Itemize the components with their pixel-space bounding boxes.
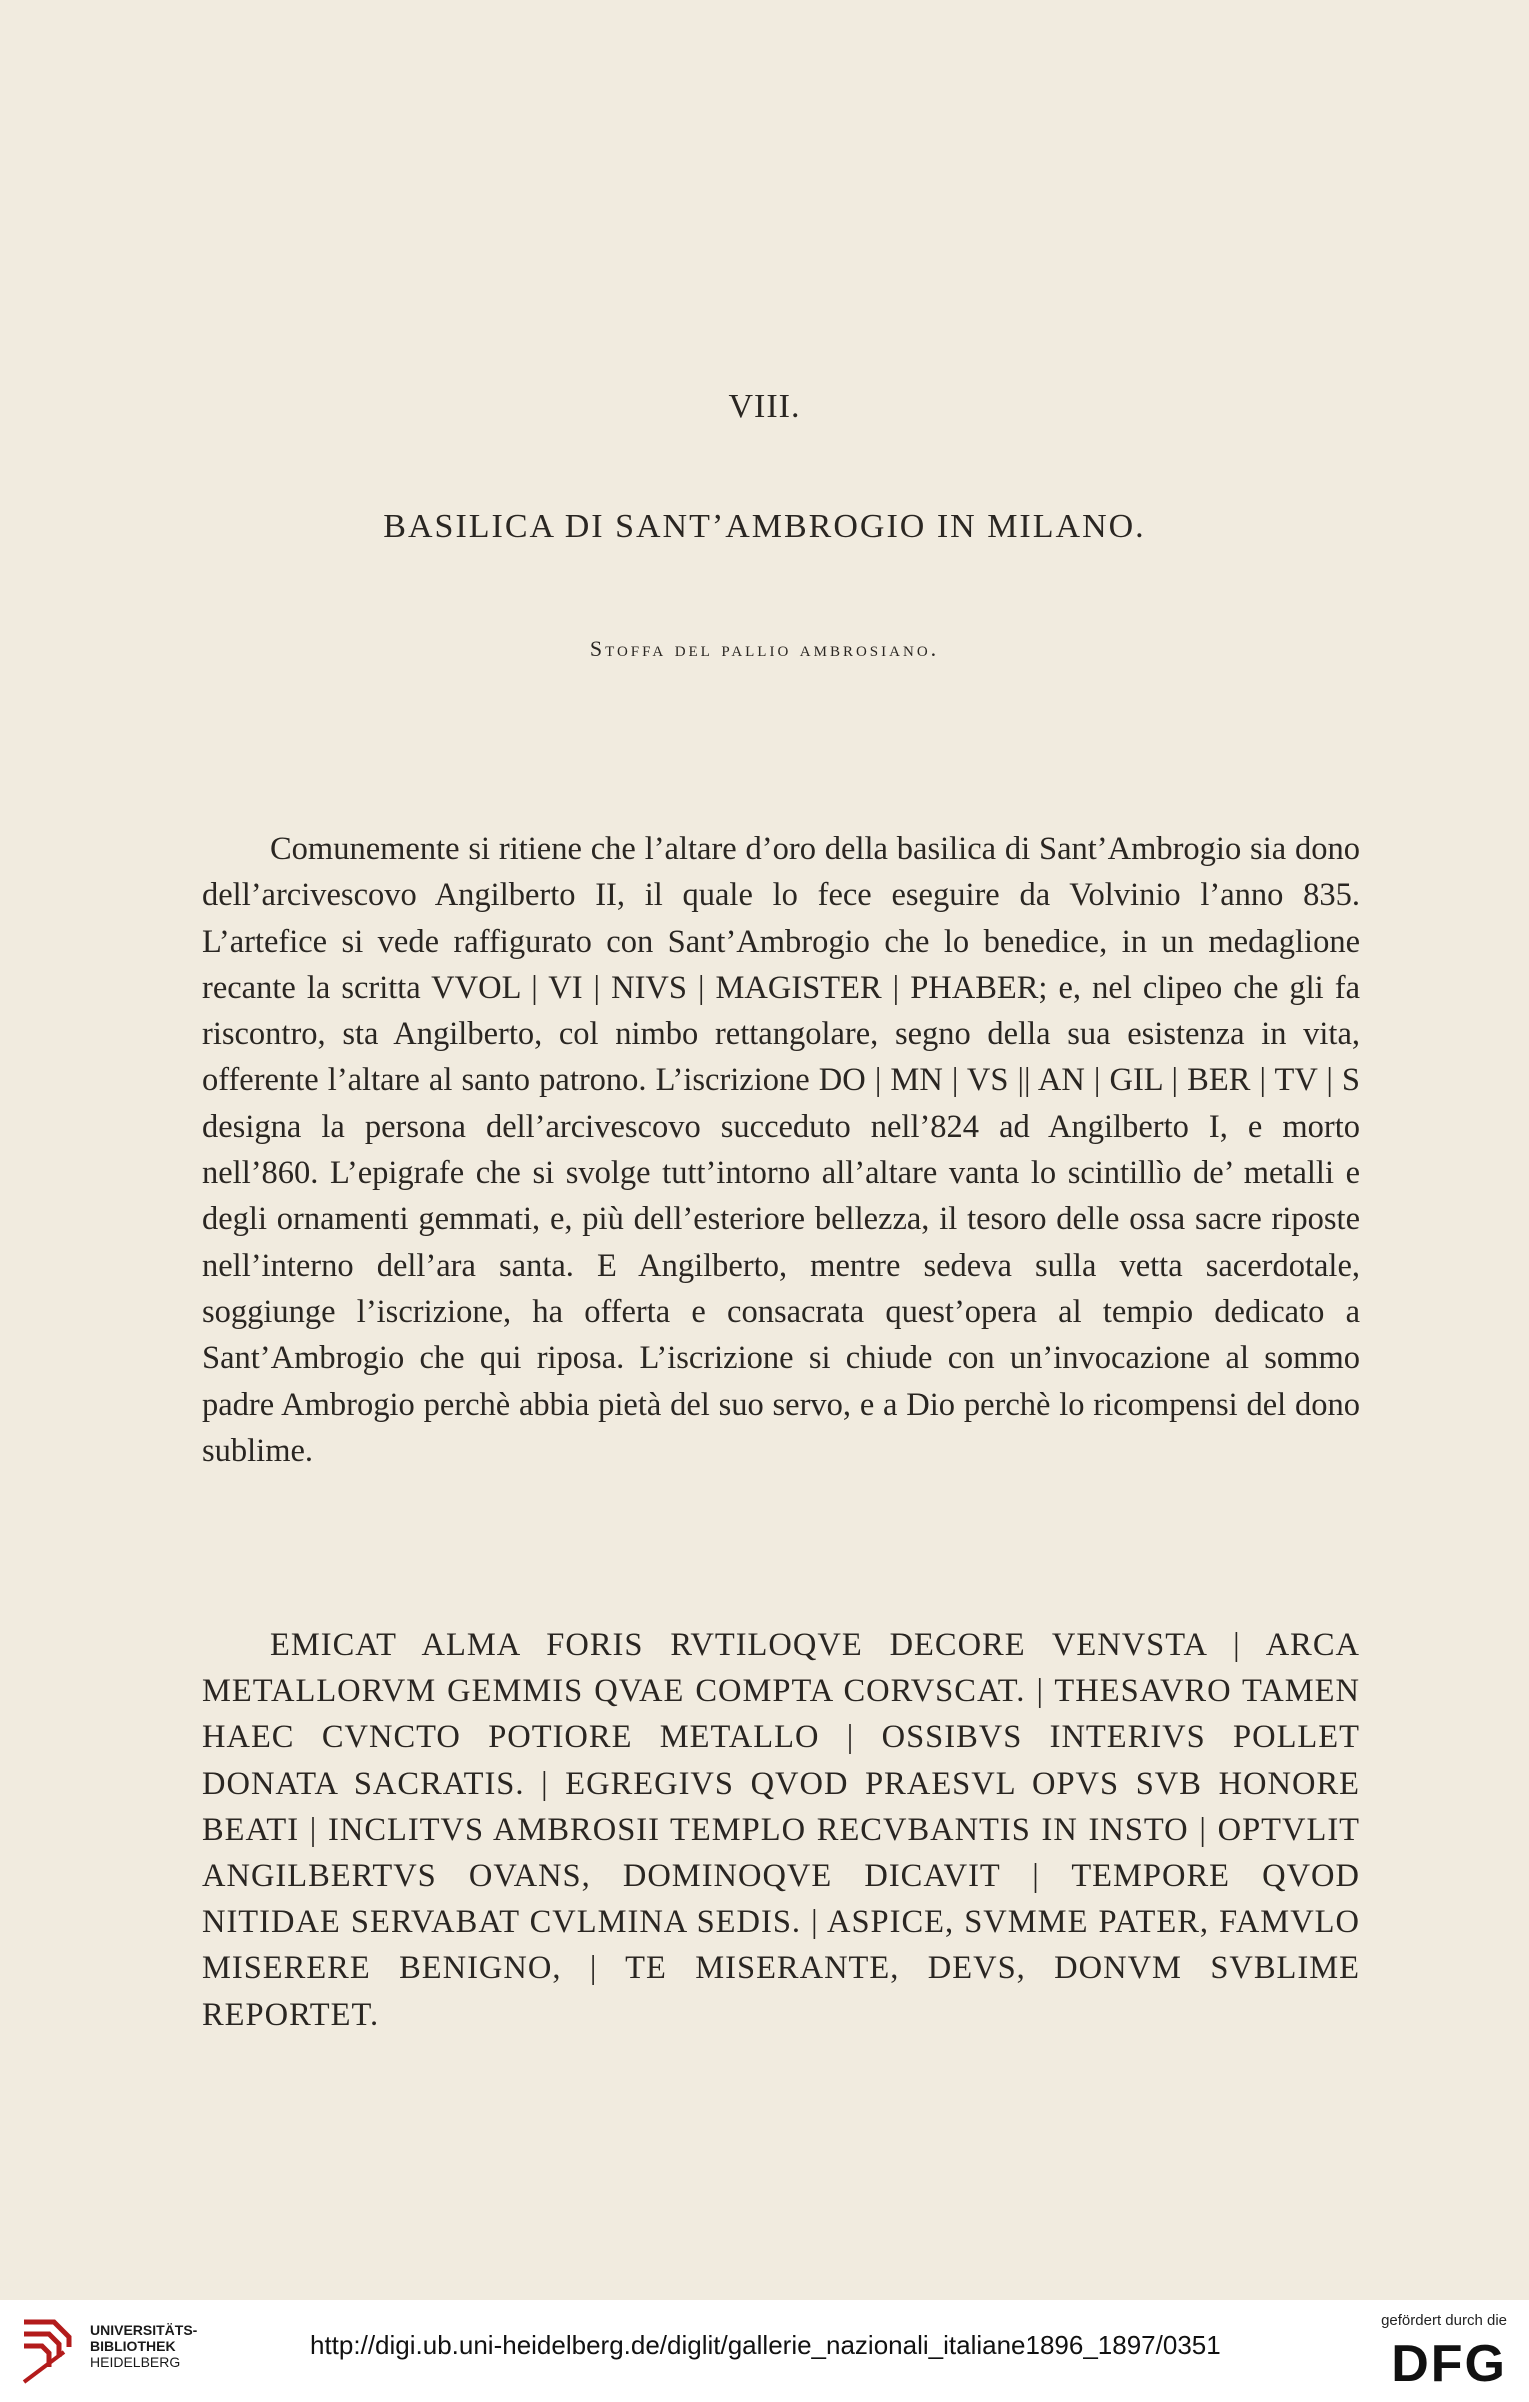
- library-logo-icon: [14, 2312, 84, 2392]
- library-name: [90, 2322, 197, 2370]
- source-url-link[interactable]: http://digi.ub.uni-heidelberg.de/diglit/gallerie_nazionali_italiane1896_1897/0351: [310, 2330, 1221, 2360]
- footer-bar: [0, 2300, 1529, 2402]
- body-paragraph: Comunemente si ritiene che l’altare d’oro della basilica di Sant’Ambrogio sia dono dell’arcivescovo Angilberto II, il quale lo fece eseguire da Volvinio l’anno 835. L’artefice si vede raffigurato con Sant’Ambrogio che lo benedice, in un medaglione recante la scritta VVOL | VI | NIVS | MAGISTER | PHABER; e, nel clipeo che gli fa riscontro, sta Angilberto, col nimbo rettangolare, segno della sua esistenza in vita, offerente l’altare al santo patrono. L’iscrizione DO | MN | VS || AN | GIL | BER | TV | S designa la persona dell’arcivescovo succeduto nell’824 ad Angilberto I, e morto nell’860. L’epigrafe che si svolge tutt’intorno all’altare vanta lo scintillìo de’ metalli e degli ornamenti gemmati, e, più dell’esteriore bellezza, il tesoro delle ossa sacre riposte nell’interno dell’ara santa. E Angilberto, mentre sedeva sulla vetta sacerdotale, soggiunge l’iscrizione, ha offerta e consacrata quest’opera al tempio dedicato a Sant’Ambrogio che qui riposa. L’iscrizione si chiude con un’invocazione al sommo padre Ambrogio perchè abbia pietà del suo servo, e a Dio perchè lo ricompensi del dono sublime.: [202, 831, 1360, 1469]
- inscription-paragraph: EMICAT ALMA FORIS RVTILOQVE DECORE VENVSTA | ARCA METALLORVM GEMMIS QVAE COMPTA CORVSCAT. | THESAVRO TAMEN HAEC CVNCTO POTIORE METALLO | OSSIBVS INTERIVS POLLET DONATA SACRATIS. | EGREGIVS QVOD PRAESVL OPVS SVB HONORE BEATI | INCLITVS AMBROSII TEMPLO RECVBANTIS IN INSTO | OPTVLIT ANGILBERTVS OVANS, DOMINOQVE DICAVIT | TEMPORE QVOD NITIDAE SERVABAT CVLMINA SEDIS. | ASPICE, SVMME PATER, FAMVLO MISERERE BENIGNO, | TE MISERANTE, DEVS, DONVM SVBLIME REPORTET.: [202, 1627, 1360, 2033]
- dfg-logo: DFG: [1391, 2335, 1507, 2393]
- library-name-line2: BIBLIOTHEK: [90, 2338, 176, 2354]
- library-name-line1: UNIVERSITÄTS-: [90, 2322, 198, 2338]
- chapter-number: VIII.: [728, 388, 801, 425]
- page-subtitle: Stoffa del pallio ambrosiano.: [589, 636, 940, 661]
- funding-note: gefördert durch die: [1381, 2312, 1507, 2329]
- page-title: BASILICA DI SANT’AMBROGIO IN MILANO.: [383, 508, 1146, 545]
- library-name-line3: HEIDELBERG: [90, 2354, 181, 2370]
